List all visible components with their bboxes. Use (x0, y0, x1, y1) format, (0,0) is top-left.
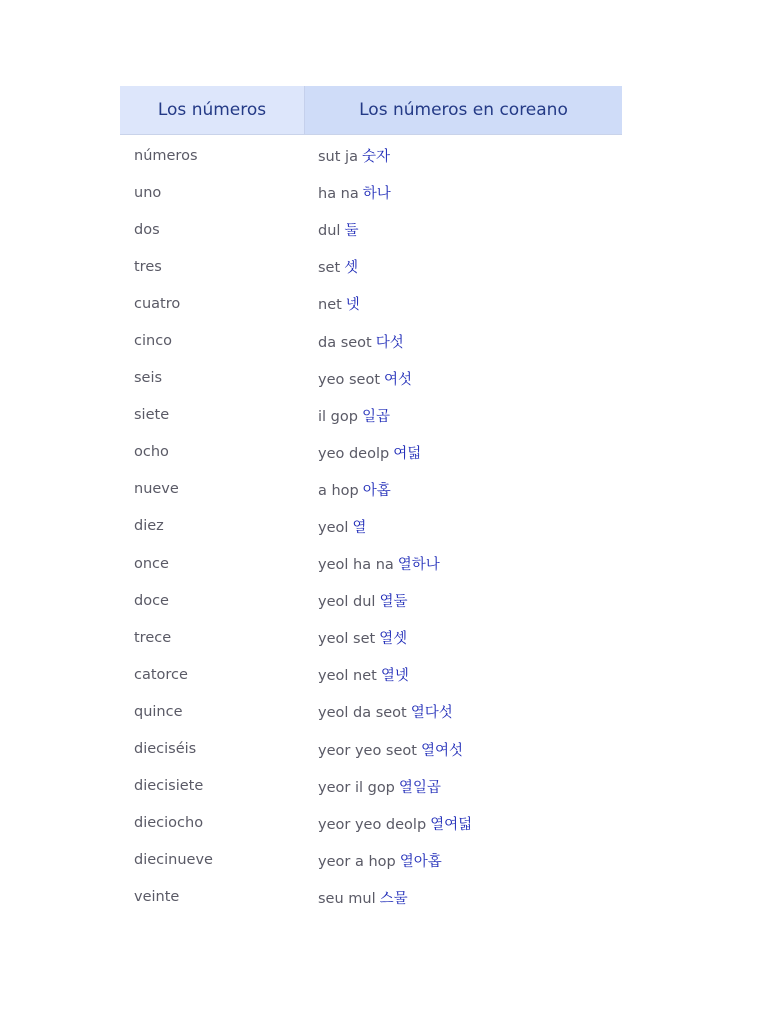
spanish-number: diez (134, 518, 164, 535)
table-row (120, 879, 622, 916)
korean-number-cell (304, 887, 622, 908)
romanization: sut ja (318, 149, 358, 166)
korean-number-cell (304, 405, 622, 426)
hangul: 셋 (344, 260, 359, 277)
hangul: 열여덟 (430, 816, 473, 833)
romanization: yeor il gop (318, 779, 395, 796)
hangul: 일곱 (361, 408, 390, 425)
header-korean-numbers: Los números en coreano (305, 86, 622, 134)
hangul: 열일곱 (398, 779, 441, 796)
table-row (120, 397, 622, 434)
romanization: il gop (318, 408, 358, 425)
table-row (120, 471, 622, 508)
romanization: yeol dul (318, 594, 376, 611)
hangul: 여섯 (384, 371, 413, 388)
romanization: yeol ha na (318, 557, 394, 574)
hangul: 스물 (379, 890, 408, 907)
hangul: 열하나 (397, 557, 440, 574)
romanization: yeol da seot (318, 705, 407, 722)
hangul: 열넷 (380, 668, 409, 685)
romanization: a hop (318, 482, 359, 499)
table-row (120, 360, 622, 397)
table-row (120, 322, 622, 359)
table-row (120, 248, 622, 285)
korean-number-cell (304, 219, 622, 240)
spanish-number: siete (134, 407, 170, 424)
spanish-number: veinte (134, 889, 180, 906)
table-row (120, 285, 622, 322)
korean-number-cell (304, 331, 622, 352)
romanization: yeor a hop (318, 853, 396, 870)
hangul: 하나 (362, 186, 391, 203)
table-row (120, 508, 622, 545)
table-row (120, 582, 622, 619)
romanization: yeor yeo seot (318, 742, 417, 759)
spanish-number: cuatro (134, 295, 181, 312)
hangul: 숫자 (361, 149, 390, 166)
spanish-number: quince (134, 703, 183, 720)
spanish-number: dos (134, 221, 160, 238)
korean-number-cell (304, 442, 622, 463)
spanish-number: catorce (134, 666, 188, 683)
table-row (120, 174, 622, 211)
hangul: 둘 (344, 223, 359, 240)
spanish-number: trece (134, 629, 172, 646)
korean-number-cell (304, 293, 622, 314)
hangul: 여덟 (393, 445, 422, 462)
hangul: 열 (352, 519, 367, 536)
spanish-number: ocho (134, 444, 169, 461)
hangul: 아홉 (362, 482, 391, 499)
korean-number-cell (304, 627, 622, 648)
romanization: seu mul (318, 890, 376, 907)
spanish-number: números (134, 147, 198, 164)
korean-number-cell (304, 256, 622, 277)
table-row (120, 211, 622, 248)
table-row (120, 434, 622, 471)
korean-number-cell (304, 776, 622, 797)
table-header (120, 86, 622, 135)
spanish-number: diecisiete (134, 778, 204, 795)
spanish-number: dieciocho (134, 815, 204, 832)
table-row (120, 545, 622, 582)
korean-number-cell (304, 739, 622, 760)
romanization: net (318, 297, 342, 314)
romanization: ha na (318, 186, 359, 203)
romanization: da seot (318, 334, 372, 351)
romanization: yeol set (318, 631, 376, 648)
hangul: 열둘 (379, 594, 408, 611)
table-row (120, 137, 622, 174)
hangul: 열다섯 (410, 705, 453, 722)
korean-number-cell (304, 813, 622, 834)
korean-number-cell (304, 182, 622, 203)
korean-number-cell (304, 553, 622, 574)
spanish-number: cinco (134, 333, 173, 350)
spanish-number: nueve (134, 481, 179, 498)
korean-number-cell (304, 368, 622, 389)
hangul: 열여섯 (420, 742, 463, 759)
romanization: yeo seot (318, 371, 381, 388)
korean-number-cell (304, 516, 622, 537)
romanization: set (318, 260, 341, 277)
table-body (120, 135, 622, 916)
hangul: 열셋 (379, 631, 408, 648)
spanish-number: uno (134, 184, 162, 201)
korean-number-cell (304, 145, 622, 166)
hangul: 넷 (345, 297, 360, 314)
romanization: dul (318, 223, 341, 240)
korean-number-cell (304, 664, 622, 685)
romanization: yeo deolp (318, 445, 390, 462)
spanish-number: dieciséis (134, 741, 197, 758)
table-row (120, 768, 622, 805)
table-row (120, 842, 622, 879)
korean-number-cell (304, 701, 622, 722)
korean-number-cell (304, 590, 622, 611)
spanish-number: diecinueve (134, 852, 213, 869)
hangul: 열아홉 (399, 853, 442, 870)
table-row (120, 731, 622, 768)
numbers-table (120, 86, 622, 916)
romanization: yeol net (318, 668, 377, 685)
table-row (120, 805, 622, 842)
table-row (120, 693, 622, 730)
korean-number-cell (304, 850, 622, 871)
header-spanish-numbers: Los números (120, 86, 305, 134)
hangul: 다섯 (375, 334, 404, 351)
spanish-number: once (134, 555, 169, 572)
table-row (120, 656, 622, 693)
romanization: yeor yeo deolp (318, 816, 427, 833)
spanish-number: seis (134, 370, 163, 387)
table-row (120, 619, 622, 656)
korean-number-cell (304, 479, 622, 500)
spanish-number: tres (134, 258, 162, 275)
romanization: yeol (318, 519, 349, 536)
spanish-number: doce (134, 592, 169, 609)
